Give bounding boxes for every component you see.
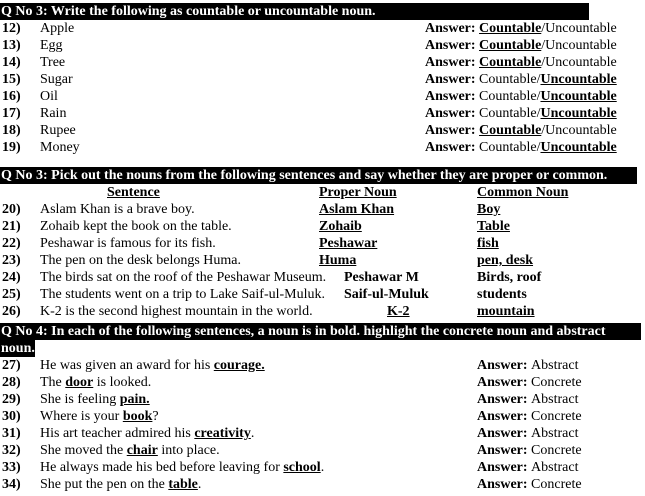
row-sentence: The pen on the desk belongs Huma.	[40, 253, 242, 268]
item-number: 30)	[2, 409, 21, 424]
table-row	[0, 252, 645, 269]
sentence-before: He was given an award for his	[40, 358, 214, 373]
answer-label: Answer:	[425, 123, 480, 138]
answer-value: Concrete	[531, 477, 582, 492]
column-sentence: Sentence	[107, 185, 160, 200]
item-answer	[477, 374, 582, 391]
answer-label: Answer:	[425, 140, 480, 155]
option-separator: /	[536, 72, 541, 87]
answer-label: Answer:	[477, 426, 532, 441]
proper-noun: Saif-ul-Muluk	[344, 287, 429, 302]
option-separator: /	[536, 106, 541, 121]
row-number: 25)	[2, 287, 21, 302]
answer-label: Answer:	[425, 72, 480, 87]
row-number: 23)	[2, 253, 21, 268]
common-noun: Boy	[477, 202, 501, 217]
list-item	[0, 459, 645, 476]
sentence-before: He always made his bed before leaving for	[40, 460, 284, 475]
option-uncountable: Uncountable	[545, 21, 617, 36]
sentence-after: .	[250, 426, 255, 441]
section1-heading: Q No 3: Write the following as countable or uncountable noun.	[0, 3, 589, 20]
item-answer	[477, 442, 582, 459]
list-item	[0, 391, 645, 408]
proper-noun: Zohaib	[319, 219, 362, 234]
proper-noun: Peshawar	[319, 236, 378, 251]
option-uncountable: Uncountable	[545, 38, 617, 53]
answer-value: Abstract	[531, 460, 579, 475]
item-sentence	[40, 476, 201, 493]
list-item	[0, 374, 645, 391]
bold-noun: pain.	[119, 392, 150, 407]
item-answer	[425, 20, 617, 37]
answer-value: Concrete	[531, 375, 582, 390]
item-number: 13)	[2, 38, 21, 53]
item-answer	[425, 105, 617, 122]
bold-noun: school	[283, 460, 321, 475]
item-answer	[425, 88, 617, 105]
item-number: 16)	[2, 89, 21, 104]
item-word: Money	[40, 140, 80, 155]
option-countable: Countable	[479, 140, 537, 155]
item-answer	[477, 476, 582, 493]
item-answer	[477, 459, 578, 476]
answer-label: Answer:	[425, 21, 480, 36]
option-uncountable: Uncountable	[545, 55, 617, 70]
item-answer	[425, 54, 617, 71]
option-uncountable: Uncountable	[540, 106, 617, 121]
answer-label: Answer:	[425, 38, 480, 53]
row-sentence: The birds sat on the roof of the Peshawar Museum.	[40, 270, 327, 285]
answer-value: Abstract	[531, 358, 579, 373]
item-number: 31)	[2, 426, 21, 441]
option-countable: Countable	[479, 106, 537, 121]
item-number: 19)	[2, 140, 21, 155]
item-number: 33)	[2, 460, 21, 475]
bold-noun: creativity	[194, 426, 251, 441]
bold-noun: chair	[126, 443, 158, 458]
answer-value: Abstract	[531, 426, 579, 441]
item-answer	[425, 71, 617, 88]
column-common-noun: Common Noun	[477, 185, 569, 200]
item-answer	[477, 391, 578, 408]
proper-noun: Aslam Khan	[319, 202, 395, 217]
option-separator: /	[541, 123, 546, 138]
common-noun: fish	[477, 236, 499, 251]
list-item	[0, 54, 645, 71]
table-row	[0, 218, 645, 235]
sentence-after: is looked.	[93, 375, 152, 390]
item-sentence	[40, 391, 150, 408]
option-countable: Countable	[479, 21, 542, 36]
answer-label: Answer:	[477, 477, 532, 492]
answer-label: Answer:	[477, 392, 532, 407]
option-countable: Countable	[479, 89, 537, 104]
proper-noun: Peshawar M	[344, 270, 419, 285]
list-item	[0, 20, 645, 37]
list-item	[0, 71, 645, 88]
row-number: 20)	[2, 202, 21, 217]
item-number: 17)	[2, 106, 21, 121]
item-sentence	[40, 374, 151, 391]
option-separator: /	[541, 55, 546, 70]
sentence-before: She moved the	[40, 443, 127, 458]
answer-label: Answer:	[425, 55, 480, 70]
list-item	[0, 425, 645, 442]
bold-noun: door	[65, 375, 94, 390]
list-item	[0, 122, 645, 139]
common-noun: pen, desk	[477, 253, 534, 268]
sentence-before: She put the pen on the	[40, 477, 169, 492]
answer-label: Answer:	[477, 409, 532, 424]
sentence-after: ?	[152, 409, 159, 424]
row-number: 24)	[2, 270, 21, 285]
answer-label: Answer:	[477, 358, 532, 373]
item-answer	[425, 37, 617, 54]
list-item	[0, 442, 645, 459]
item-number: 29)	[2, 392, 21, 407]
item-sentence	[40, 442, 220, 459]
bold-noun: book	[122, 409, 153, 424]
item-word: Rupee	[40, 123, 76, 138]
item-number: 14)	[2, 55, 21, 70]
option-separator: /	[536, 140, 541, 155]
table-row	[0, 269, 645, 286]
item-word: Tree	[40, 55, 66, 70]
row-sentence: Zohaib kept the book on the table.	[40, 219, 232, 234]
option-separator: /	[536, 89, 541, 104]
list-item	[0, 408, 645, 425]
item-sentence	[40, 357, 265, 374]
section2-heading: Q No 3: Pick out the nouns from the following sentences and say whether they are proper or common.	[0, 167, 637, 184]
sentence-before: His art teacher admired his	[40, 426, 195, 441]
table-row	[0, 286, 645, 303]
item-number: 12)	[2, 21, 21, 36]
option-separator: /	[541, 21, 546, 36]
column-proper-noun: Proper Noun	[319, 185, 397, 200]
item-number: 34)	[2, 477, 21, 492]
item-word: Rain	[40, 106, 67, 121]
row-sentence: Aslam Khan is a brave boy.	[40, 202, 195, 217]
proper-noun: Huma	[319, 253, 357, 268]
option-uncountable: Uncountable	[540, 72, 617, 87]
answer-label: Answer:	[425, 106, 480, 121]
item-word: Oil	[40, 89, 58, 104]
answer-value: Concrete	[531, 409, 582, 424]
list-item	[0, 357, 645, 374]
item-number: 27)	[2, 358, 21, 373]
option-countable: Countable	[479, 72, 537, 87]
common-noun: students	[477, 287, 527, 302]
item-sentence	[40, 425, 254, 442]
item-sentence	[40, 408, 159, 425]
list-item	[0, 139, 645, 156]
option-separator: /	[541, 38, 546, 53]
sentence-after: .	[320, 460, 325, 475]
sentence-after: into place.	[157, 443, 220, 458]
common-noun: Birds, roof	[477, 270, 542, 285]
section3-heading-line1: Q No 4: In each of the following sentences, a noun is in bold. highlight the concrete noun and abstract	[0, 323, 641, 340]
bold-noun: table	[168, 477, 198, 492]
row-number: 26)	[2, 304, 21, 319]
bold-noun: courage.	[213, 358, 265, 373]
table-row	[0, 303, 645, 320]
item-answer	[477, 408, 582, 425]
item-answer	[477, 425, 578, 442]
item-word: Apple	[40, 21, 75, 36]
answer-label: Answer:	[477, 460, 532, 475]
answer-label: Answer:	[425, 89, 480, 104]
row-sentence: K-2 is the second highest mountain in the world.	[40, 304, 313, 319]
sentence-before: The	[40, 375, 66, 390]
list-item	[0, 88, 645, 105]
option-countable: Countable	[479, 55, 542, 70]
common-noun: mountain	[477, 304, 535, 319]
list-item	[0, 105, 645, 122]
item-sentence	[40, 459, 324, 476]
list-item	[0, 37, 645, 54]
option-countable: Countable	[479, 38, 542, 53]
proper-noun: K-2	[387, 304, 410, 319]
item-word: Sugar	[40, 72, 73, 87]
table-row	[0, 235, 645, 252]
row-number: 21)	[2, 219, 21, 234]
item-number: 28)	[2, 375, 21, 390]
row-sentence: The students went on a trip to Lake Saif-ul-Muluk.	[40, 287, 325, 302]
item-number: 32)	[2, 443, 21, 458]
row-number: 22)	[2, 236, 21, 251]
answer-label: Answer:	[477, 443, 532, 458]
item-number: 15)	[2, 72, 21, 87]
common-noun: Table	[477, 219, 510, 234]
item-answer	[477, 357, 578, 374]
table-row	[0, 201, 645, 218]
list-item	[0, 476, 645, 493]
sentence-after: .	[197, 477, 202, 492]
answer-label: Answer:	[477, 375, 532, 390]
option-uncountable: Uncountable	[540, 140, 617, 155]
option-uncountable: Uncountable	[545, 123, 617, 138]
answer-value: Concrete	[531, 443, 582, 458]
option-uncountable: Uncountable	[540, 89, 617, 104]
row-sentence: Peshawar is famous for its fish.	[40, 236, 216, 251]
answer-value: Abstract	[531, 392, 579, 407]
item-answer	[425, 139, 617, 156]
item-number: 18)	[2, 123, 21, 138]
option-countable: Countable	[479, 123, 542, 138]
sentence-before: Where is your	[40, 409, 123, 424]
item-answer	[425, 122, 617, 139]
sentence-before: She is feeling	[40, 392, 120, 407]
section2-column-headers	[0, 184, 645, 201]
item-word: Egg	[40, 38, 63, 53]
section3-heading-line2: noun.	[1, 341, 35, 356]
